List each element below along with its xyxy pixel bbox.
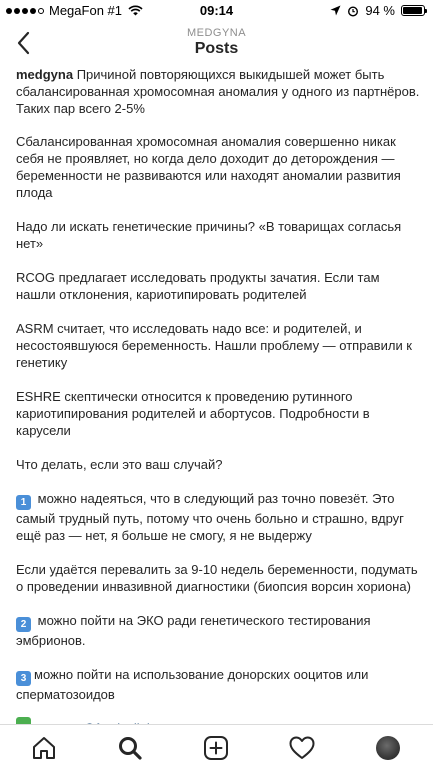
caption-paragraph: ESHRE скептически относится к проведению рутинного кариотипирования родителей и абортусов. Подробности в карусели — [16, 389, 370, 438]
caption-paragraph: Если удаётся перевалить за 9-10 недель беременности, подумать о проведении инвазивной диагностики (биопсия ворсин хориона) — [16, 562, 418, 594]
caption-option-2 — [16, 612, 421, 649]
keycap-3-emoji-icon: 3 — [16, 671, 31, 686]
post-caption — [16, 66, 421, 720]
new-post-icon — [203, 735, 229, 761]
account-subtitle: MEDGYNA — [186, 27, 247, 39]
caption-paragraph: Надо ли искать генетические причины? «В товарищах согласья нет» — [16, 219, 402, 251]
tab-profile[interactable] — [373, 733, 403, 763]
caption-option-1 — [16, 490, 421, 544]
caption-paragraph: Сбалансированная хромосомная аномалия совершенно никак себя не проявляет, но когда дело доходит до деторождения — беременности не развиваются или находят аномалии развития плода — [16, 134, 401, 200]
caption-intro-text: Причиной повторяющихся выкидышей может быть сбалансированная хромосомная аномалия у одного из партнёров. Таких пар всего 2-5% — [16, 67, 420, 116]
navigation-header — [0, 22, 433, 64]
caption-intro — [16, 66, 421, 117]
battery-percent: 94 % — [365, 3, 395, 18]
location-arrow-icon — [330, 5, 341, 16]
battery-icon — [401, 5, 425, 16]
tab-search[interactable] — [115, 733, 145, 763]
home-icon — [31, 735, 57, 761]
option-text: можно пойти на использование донорских ооцитов или сперматозоидов — [16, 667, 369, 702]
status-time: 09:14 — [199, 3, 234, 18]
caption-paragraph: Что делать, если это ваш случай? — [16, 457, 223, 472]
alarm-clock-icon — [347, 5, 359, 17]
caption-paragraph: RCOG предлагает исследовать продукты зачатия. Если там нашли отклонения, кариотипировать родителей — [16, 270, 380, 302]
profile-avatar — [376, 736, 400, 760]
carrier-name: MegaFon #1 — [49, 3, 122, 18]
tab-new-post[interactable] — [201, 733, 231, 763]
status-bar — [0, 0, 433, 22]
activity-heart-icon — [288, 735, 316, 761]
keycap-1-emoji-icon: 1 — [16, 495, 31, 510]
tab-home[interactable] — [29, 733, 59, 763]
bottom-tab-bar — [0, 724, 433, 770]
battery-level-fill — [403, 7, 422, 14]
page-title: Posts — [194, 40, 239, 57]
keycap-2-emoji-icon: 2 — [16, 617, 31, 632]
caption-paragraph: ASRM считает, что исследовать надо все: и родителей, и несостоявшуюся беременность. Нашли проблему — отправили к генетику — [16, 321, 412, 370]
search-icon — [117, 735, 143, 761]
option-text: можно пойти на ЭКО ради генетического тестирования эмбрионов. — [16, 613, 371, 648]
caption-option-3 — [16, 666, 421, 703]
status-right — [330, 3, 425, 18]
caption-username[interactable]: medgyna — [16, 67, 74, 82]
tab-activity[interactable] — [287, 733, 317, 763]
option-text: можно надеяться, что в следующий раз точно повезёт. Это самый трудный путь, потому что очень больно и страшно, вдруг ещё раз — нет, я больше не смогу, я не выдержу — [16, 491, 404, 543]
